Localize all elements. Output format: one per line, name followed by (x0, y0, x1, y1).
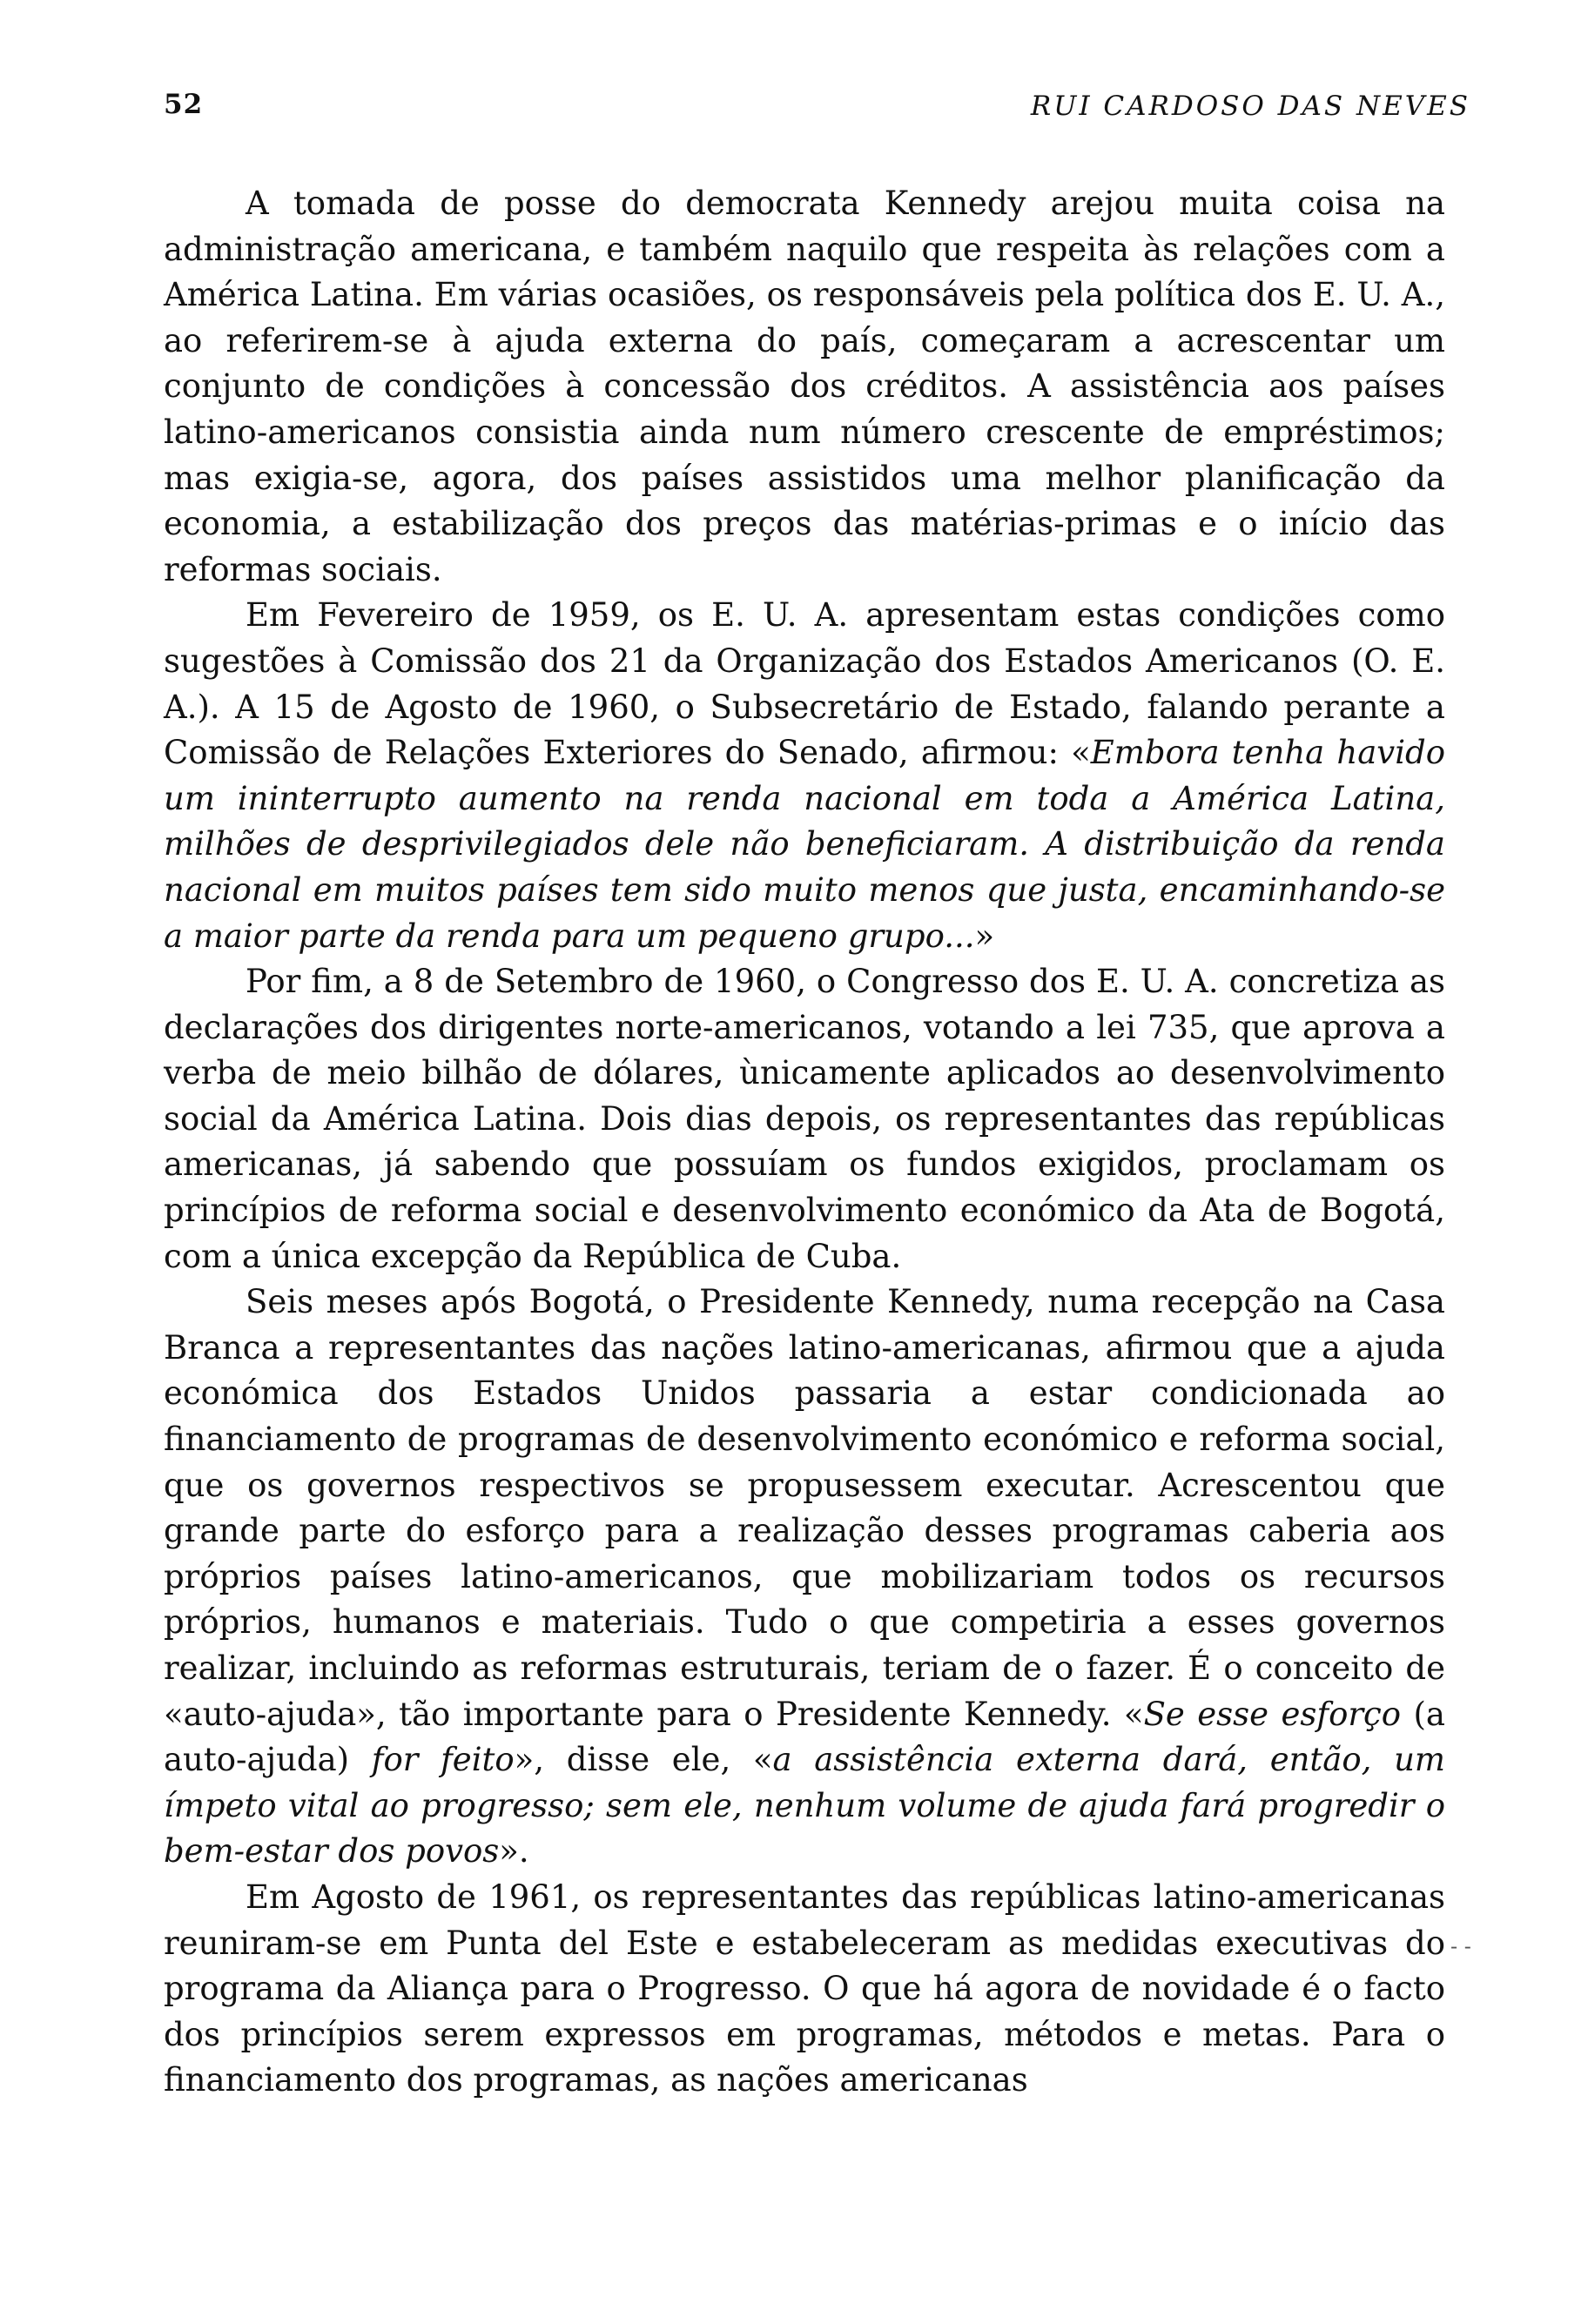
running-head: RUI CARDOSO DAS NEVES (1030, 91, 1470, 122)
paragraph-4 (164, 1280, 1445, 1875)
paragraph-4-text: Seis meses após Bogotá, o Presidente Kennedy, numa recepção na Casa Branca a representantes das nações latino-americanas, afirmou que a ajuda económica dos Estados Unidos passaria a estar condicionada ao financiamento de programas de desenvolvimento económico e reforma social, que os governos respectivos se propusessem executar. Acrescentou que grande parte do esforço para a realização desses programas caberia aos próprios países latino-americanos, que mobilizariam todos os recursos próprios, humanos e materiais. Tudo o que competiria a esses governos realizar, incluindo as reformas estruturais, teriam de o fazer. É o conceito de «auto-ajuda», tão importante para o Presidente Kennedy. « (164, 1283, 1445, 1733)
paragraph-2 (164, 593, 1445, 959)
quotation-italic-1: Se esse esforço (1143, 1695, 1402, 1733)
margin-mark: - - (1450, 1934, 1471, 1958)
closing-guillemet: » (974, 917, 995, 955)
paragraph-5: Em Agosto de 1961, os representantes das repúblicas latino-americanas reuniram-se em Punta del Este e estabeleceram as medidas executivas do programa da Aliança para o Progresso. O que há agora de novidade é o facto dos princípios serem expressos em programas, métodos e metas. Para o financiamento dos programas, as nações americanas (164, 1877, 1445, 2099)
paragraph-3: Por fim, a 8 de Setembro de 1960, o Congresso dos E. U. A. concretiza as declarações dos dirigentes norte-americanos, votando a lei 735, que aprova a verba de meio bilhão de dólares, ùnicamente aplicados ao desenvolvimento social da América Latina. Dois dias depois, os representantes das repúblicas americanas, já sabendo que possuíam os fundos exigidos, proclamam os princípios de reforma social e desenvolvimento económico da Ata de Bogotá, com a única excepção da República de Cuba. (164, 963, 1445, 1275)
body-text (164, 181, 1445, 2104)
quotation-italic-3: a assistência externa dará, então, um ímpeto vital ao progresso; sem ele, nenhum volume de ajuda fará progredir o bem-estar dos povos (164, 1741, 1445, 1871)
paragraph-1: A tomada de posse do democrata Kennedy arejou muita coisa na administração americana, e também naquilo que respeita às relações com a América Latina. Em várias ocasiões, os responsáveis pela política dos E. U. A., ao referirem-se à ajuda externa do país, começaram a acrescentar um conjunto de condições à concessão dos créditos. A assistência aos países latino-americanos consistia ainda num número crescente de empréstimos; mas exigia-se, agora, dos países assistidos uma melhor planificação da economia, a estabilização dos preços das matérias-primas e o início das reformas sociais. (164, 185, 1445, 588)
paragraph-4-middle-1: (a auto-ajuda) (164, 1695, 1445, 1779)
paragraph-4-end: ». (499, 1832, 529, 1871)
paragraph-4-middle-2: », disse ele, « (514, 1741, 773, 1779)
page-number: 52 (164, 89, 204, 120)
quotation-italic: Embora tenha havido um ininterrupto aumento na renda nacional em toda a América Latina, milhões de desprivilegiados dele não beneficiaram. A distribuição da renda nacional em muitos países tem sido muito menos que justa, encaminhando-se a maior parte da renda para um pequeno grupo... (164, 734, 1445, 955)
paragraph-2-text: Em Fevereiro de 1959, os E. U. A. apresentam estas condições como sugestões à Comissão dos 21 da Organização dos Estados Americanos (O. E. A.). A 15 de Agosto de 1960, o Subsecretário de Estado, falando perante a Comissão de Relações Exteriores do Senado, afirmou: « (164, 596, 1445, 772)
quotation-italic-2: for feito (371, 1741, 515, 1779)
